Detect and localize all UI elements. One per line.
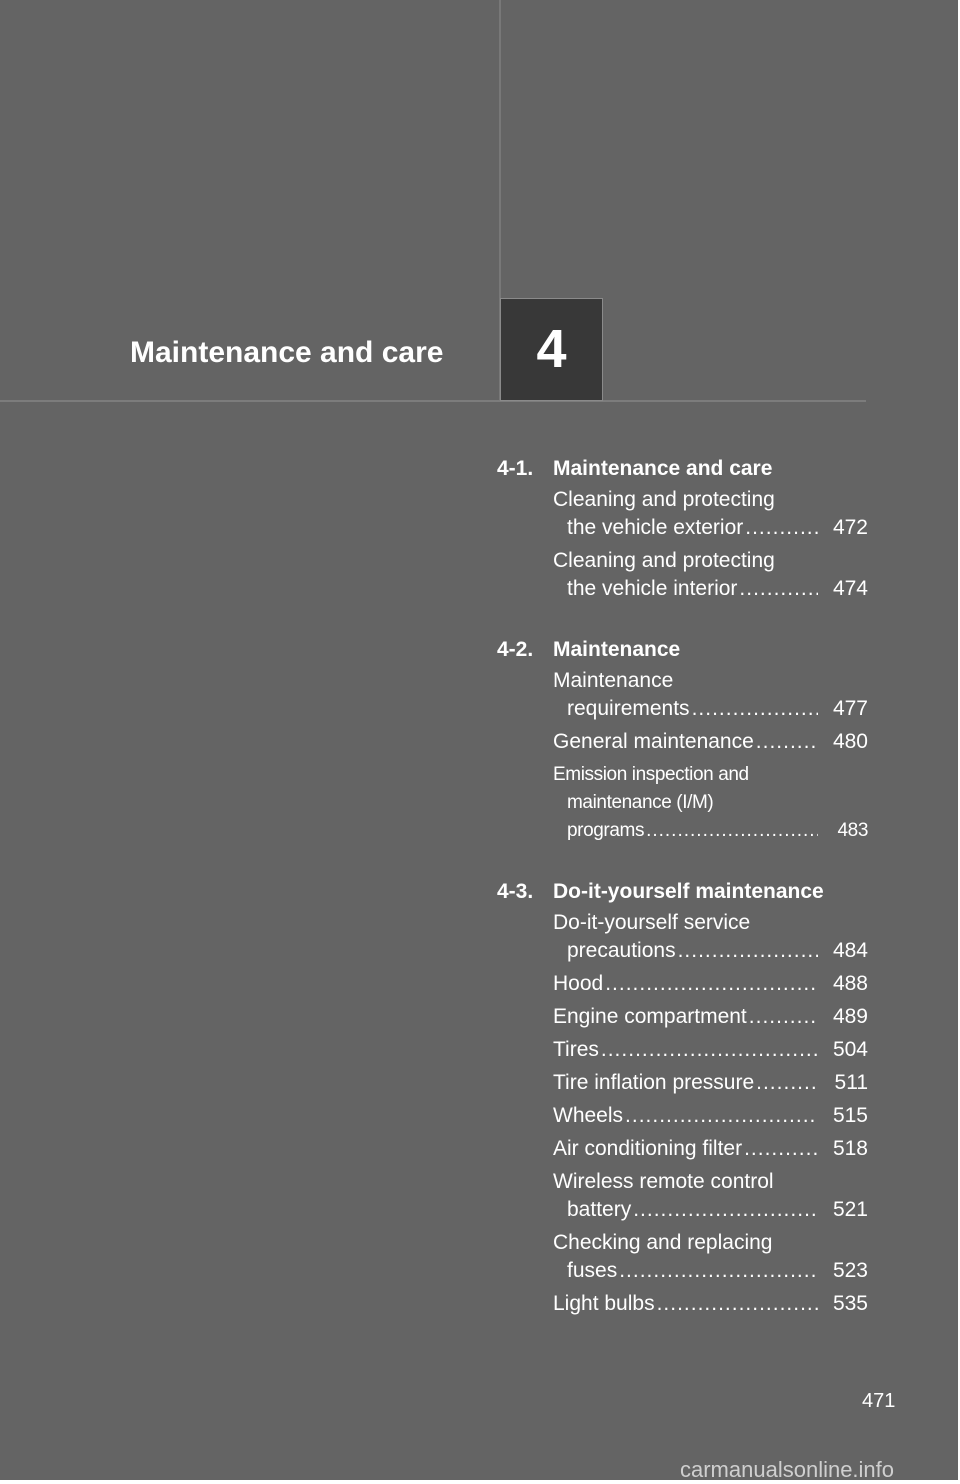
entry-page-number: 521 [832, 1198, 868, 1221]
entry-title-end: fuses [567, 1259, 618, 1282]
entry-page-number: 489 [832, 1005, 868, 1028]
section-heading[interactable] [497, 452, 868, 486]
entry-title-end: precautions [567, 939, 676, 962]
dot-leader [676, 937, 818, 965]
dot-leader [617, 1257, 818, 1285]
section-heading[interactable] [497, 875, 868, 909]
toc-entry[interactable] [553, 1135, 868, 1163]
dot-leader [599, 1036, 818, 1064]
entry-title-line: Cleaning and protecting [553, 549, 775, 572]
toc-entry[interactable] [553, 1003, 868, 1031]
section-number: 4-1. [497, 457, 534, 480]
watermark: carmanualsonline.info [680, 1457, 895, 1482]
entry-title-end: General maintenance [553, 730, 754, 753]
dot-leader [655, 1290, 818, 1318]
section-number: 4-3. [497, 880, 534, 903]
dot-leader [747, 1003, 818, 1031]
entry-title-end: Tires [553, 1038, 599, 1061]
dot-leader [743, 514, 818, 542]
entry-title-line: Checking and replacing [553, 1231, 773, 1254]
dot-leader [737, 575, 818, 603]
toc-entry[interactable] [553, 1069, 868, 1097]
section-number: 4-2. [497, 638, 534, 661]
dot-leader [603, 970, 818, 998]
entry-title-line: Emission inspection and [553, 764, 749, 785]
dot-leader [644, 817, 818, 845]
entry-page-number: 523 [832, 1259, 868, 1282]
toc-entry[interactable] [553, 728, 868, 756]
toc-section [497, 875, 868, 1318]
chapter-title: Maintenance and care [130, 336, 444, 369]
dot-leader [631, 1196, 818, 1224]
toc-entry[interactable] [553, 1290, 868, 1318]
entry-title-line: Maintenance [553, 669, 674, 692]
dot-leader [690, 695, 818, 723]
entry-page-number: 480 [832, 730, 868, 753]
entry-title-end: Tire inflation pressure [553, 1071, 755, 1094]
chapter-number-box: 4 [500, 298, 603, 401]
toc-entry[interactable] [553, 909, 868, 965]
entry-title-line: Cleaning and protecting [553, 488, 775, 511]
entry-title-end: the vehicle exterior [567, 516, 744, 539]
entry-page-number: 515 [832, 1104, 868, 1127]
entry-title-line: maintenance (I/M) [567, 792, 714, 813]
section-title: Maintenance and care [553, 457, 773, 480]
toc-entry[interactable] [553, 761, 868, 845]
toc-entry[interactable] [553, 486, 868, 542]
entry-title-line: Wireless remote control [553, 1170, 774, 1193]
toc-entry[interactable] [553, 667, 868, 723]
entry-title-end: Hood [553, 972, 604, 995]
entry-page-number: 477 [832, 697, 868, 720]
entry-title-end: requirements [567, 697, 690, 720]
toc-entry[interactable] [553, 1168, 868, 1224]
entry-page-number: 484 [832, 939, 868, 962]
table-of-contents [497, 452, 868, 1348]
toc-entry[interactable] [553, 1102, 868, 1130]
section-title: Maintenance [553, 638, 681, 661]
entry-title-end: battery [567, 1198, 632, 1221]
entry-page-number: 504 [832, 1038, 868, 1061]
toc-section [497, 633, 868, 845]
entry-title-end: Air conditioning filter [553, 1137, 743, 1160]
toc-entry[interactable] [553, 970, 868, 998]
toc-section [497, 452, 868, 603]
dot-leader [754, 1069, 818, 1097]
entry-page-number: 488 [832, 972, 868, 995]
horizontal-rule [0, 400, 866, 402]
entry-page-number: 472 [832, 516, 868, 539]
section-title: Do-it-yourself maintenance [553, 880, 824, 903]
toc-entry[interactable] [553, 1036, 868, 1064]
entry-title-line: Do-it-yourself service [553, 911, 751, 934]
entry-page-number: 474 [832, 577, 868, 600]
entry-page-number: 511 [834, 1071, 868, 1094]
entry-page-number: 518 [832, 1137, 868, 1160]
entry-title-end: programs [567, 820, 645, 841]
entry-title-end: Wheels [553, 1104, 624, 1127]
page-number: 471 [862, 1390, 896, 1412]
entry-title-end: Light bulbs [553, 1292, 655, 1315]
dot-leader [754, 728, 818, 756]
entry-page-number: 483 [837, 820, 868, 841]
section-heading[interactable] [497, 633, 868, 667]
dot-leader [742, 1135, 818, 1163]
toc-entry[interactable] [553, 547, 868, 603]
entry-title-end: Engine compartment [553, 1005, 747, 1028]
entry-title-end: the vehicle interior [567, 577, 738, 600]
dot-leader [623, 1102, 818, 1130]
toc-entry[interactable] [553, 1229, 868, 1285]
entry-page-number: 535 [832, 1292, 868, 1315]
